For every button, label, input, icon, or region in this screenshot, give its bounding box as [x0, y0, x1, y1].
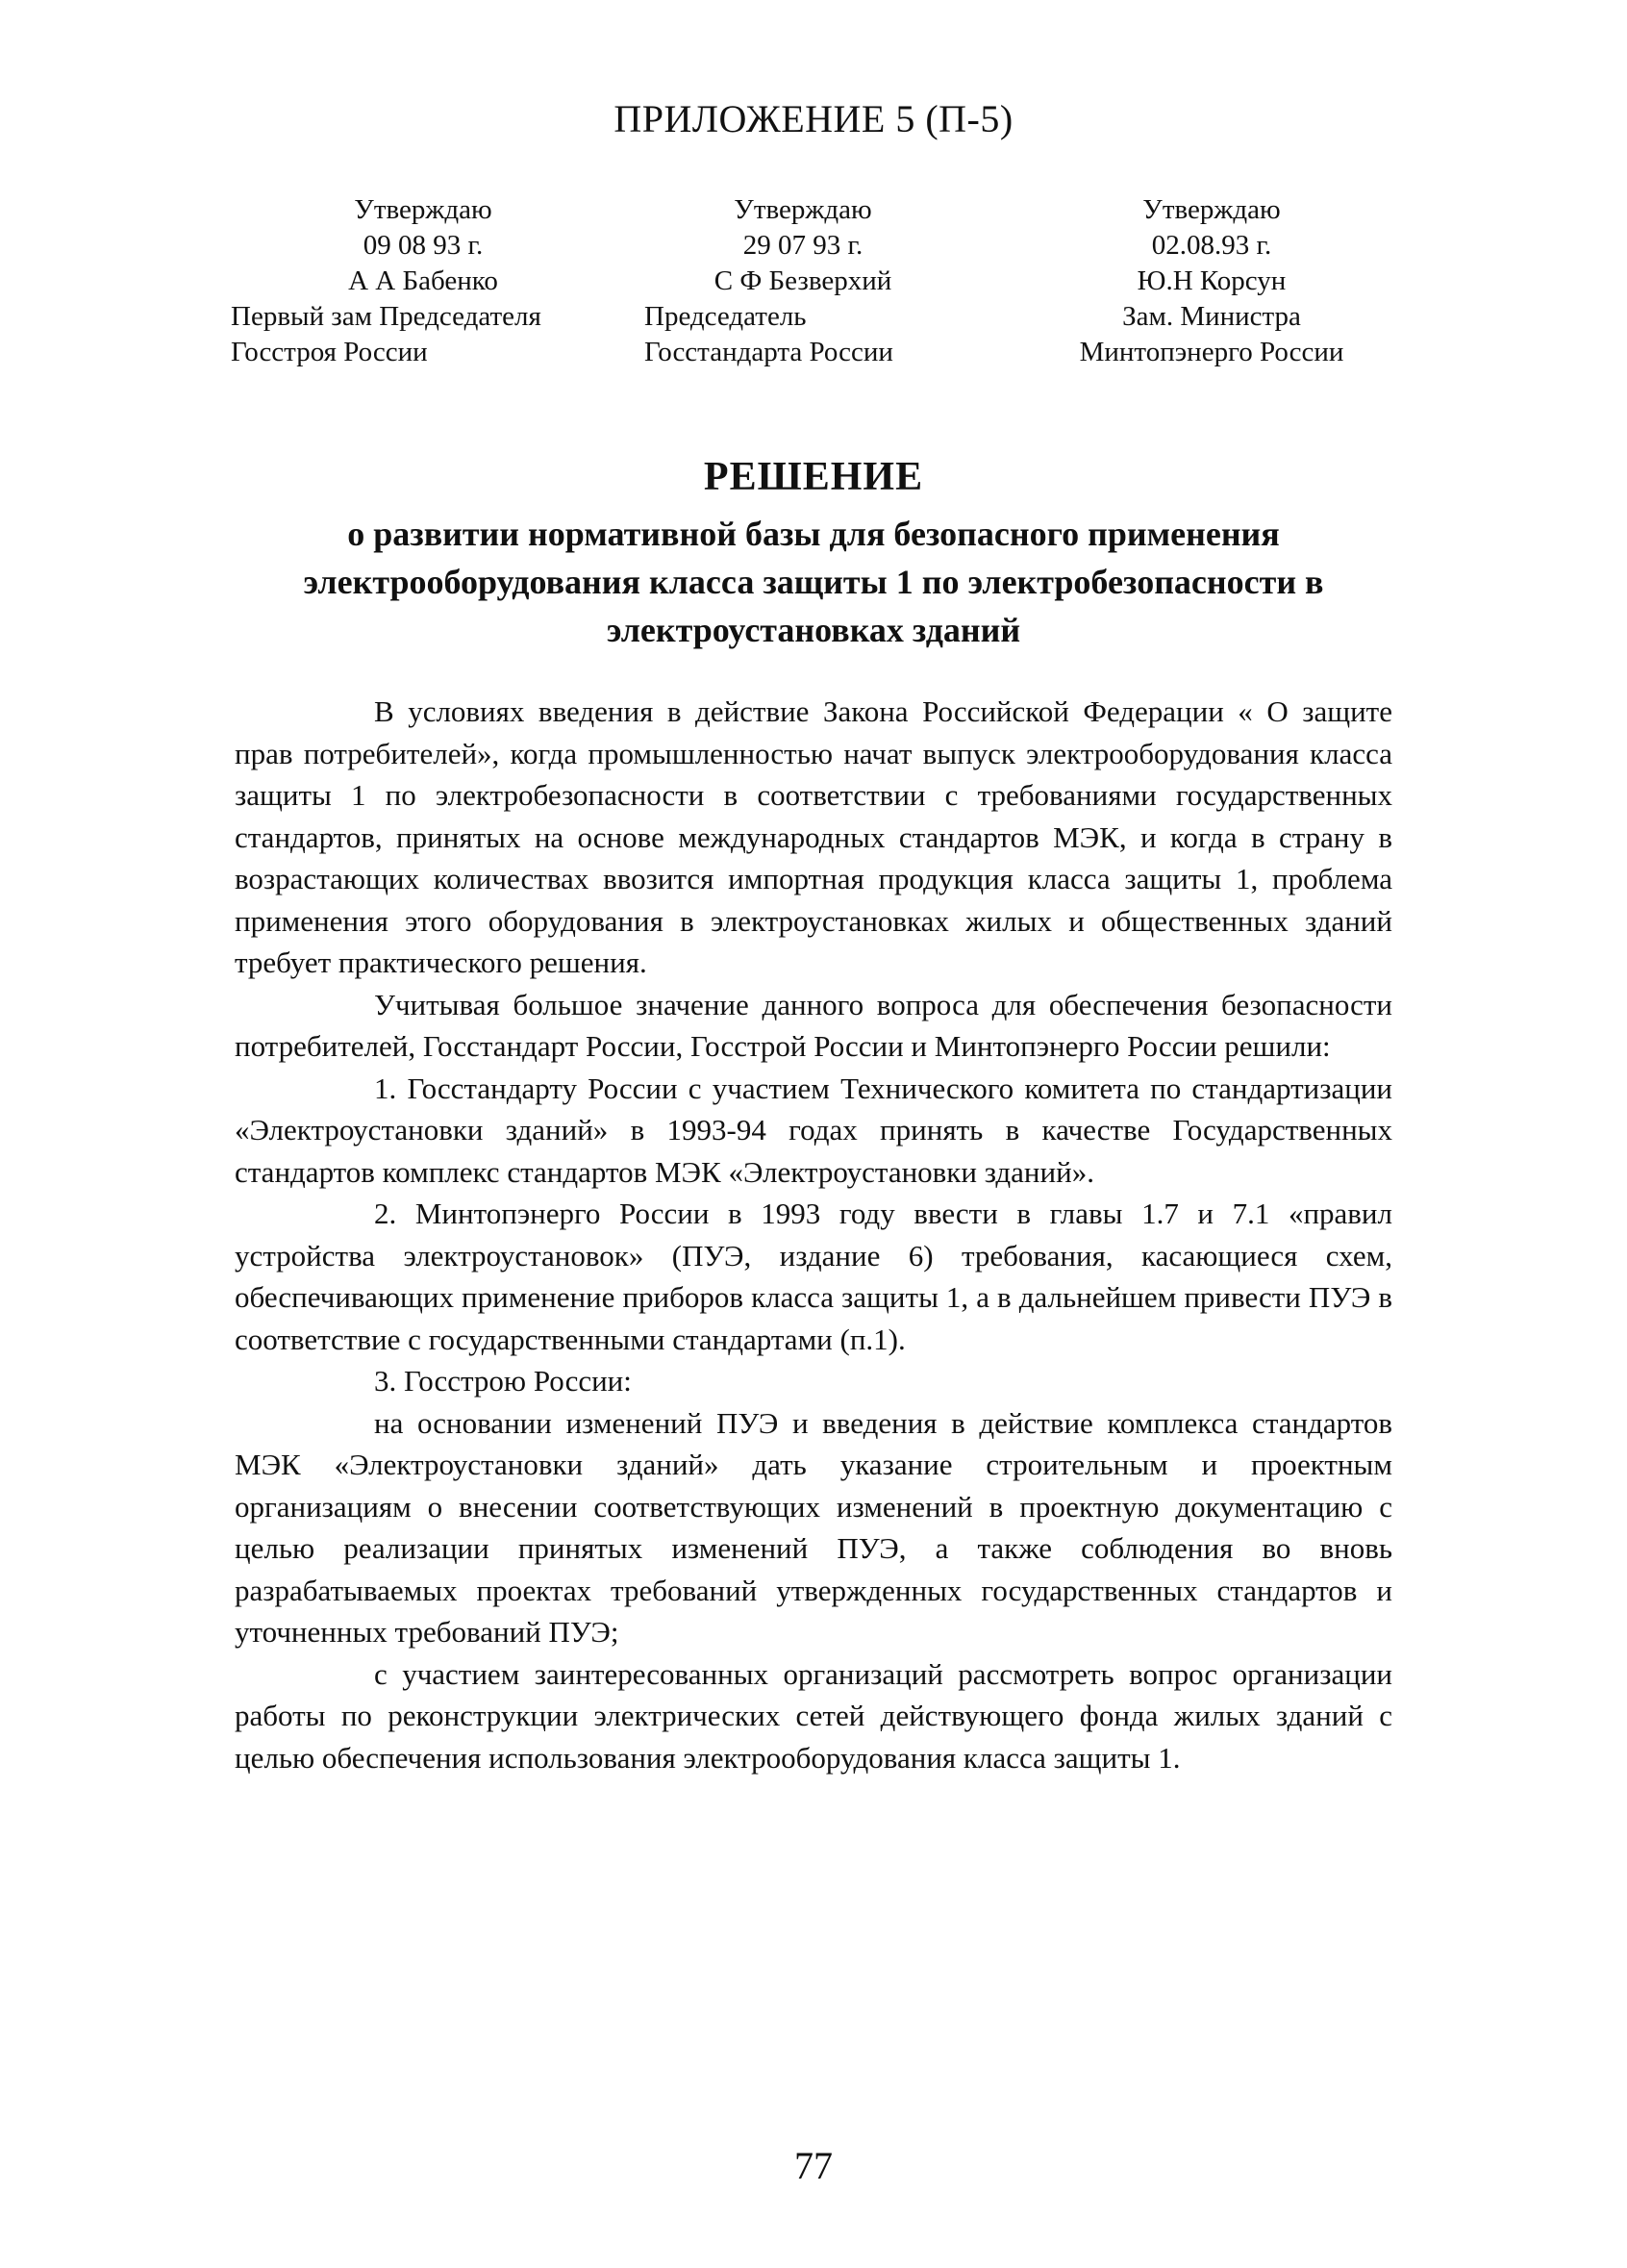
paragraph-item-1: 1. Госстандарту России с участием Технического комитета по стандартизации «Электроустановки зданий» в 1993-94 годах принять в качестве Государственных стандартов комплекс стандартов МЭК «Электроустановки зданий».: [235, 1071, 1392, 1189]
paragraph-item-3-sub-2: с участием заинтересованных организаций рассмотреть вопрос организации работы по реконструкции электрических сетей действующего фонда жилых зданий с целью обеспечения использования электрооборудования класса защиты 1.: [235, 1656, 1392, 1775]
approver-name: А А Бабенко: [348, 265, 498, 296]
approver-position: Зам. Министра: [1122, 301, 1301, 332]
approval-word: Утверждаю: [1142, 194, 1281, 225]
approval-date: 29 07 93 г.: [742, 230, 864, 261]
approver-organization: Минтопэнерго России: [1079, 337, 1344, 367]
approver-organization: Госстандарта России: [644, 337, 893, 367]
paragraph-resolution-intro: Учитывая большое значение данного вопроса для обеспечения безопасности потребителей, Госстандарт России, Госстрой России и Минтопэнерго России решили:: [235, 987, 1392, 1063]
approver-position: Первый зам Председателя: [231, 301, 541, 332]
paragraph-item-3-sub-1: на основании изменений ПУЭ и введения в действие комплекса стандартов МЭК «Электроустановки зданий» дать указание строительным и проектным организациям о внесении соответствующих изменений в проектную документацию с целью реализации принятых изменений ПУЭ, а также соблюдения во вновь разрабатываемых проектах требований утвержденных государственных стандартов и уточненных требований ПУЭ;: [235, 1405, 1392, 1649]
paragraph-item-3: 3. Госстрою России:: [374, 1364, 632, 1398]
approval-date: 09 08 93 г.: [363, 230, 484, 261]
approval-block-gosstroy: [231, 192, 615, 370]
approver-organization: Госстроя России: [231, 337, 428, 367]
approval-word: Утверждаю: [354, 194, 492, 225]
appendix-heading: ПРИЛОЖЕНИЕ 5 (П-5): [613, 97, 1014, 140]
approval-block-gosstandart: [644, 192, 962, 370]
approval-block-mintopenergo: [1048, 192, 1375, 370]
paragraph-item-2: 2. Минтопэнерго России в 1993 году ввести в главы 1.7 и 7.1 «правил устройства электроустановок» (ПУЭ, издание 6) требования, касающиеся схем, обеспечивающих применение приборов класса защиты 1, а в дальнейшем привести ПУЭ в соответствие с государственными стандартами (п.1).: [235, 1197, 1392, 1356]
approver-name: Ю.Н Корсун: [1137, 265, 1287, 296]
approver-name: С Ф Безверхий: [713, 265, 892, 296]
paragraph-context: В условиях введения в действие Закона Российской Федерации « О защите прав потребителей», когда промышленностью начат выпуск электрооборудования класса защиты 1 по электробезопасности в соответствии с требованиями государственных стандартов, принятых на основе международных стандартов МЭК, и когда в страну в возрастающих количествах ввозится импортная продукция класса защиты 1, проблема применения этого оборудования в электроустановках жилых и общественных зданий требует практического решения.: [235, 694, 1392, 979]
approval-word: Утверждаю: [734, 194, 872, 225]
decision-title: РЕШЕНИЕ: [703, 455, 924, 499]
page-number: 77: [794, 2144, 833, 2187]
approval-date: 02.08.93 г.: [1151, 230, 1272, 261]
decision-body: [235, 691, 1392, 1778]
decision-subtitle: о развитии нормативной базы для безопасного применения электрооборудования класса защиты 1 по электробезопасности в электроустановках зданий: [303, 515, 1324, 649]
approver-position: Председатель: [644, 301, 807, 332]
